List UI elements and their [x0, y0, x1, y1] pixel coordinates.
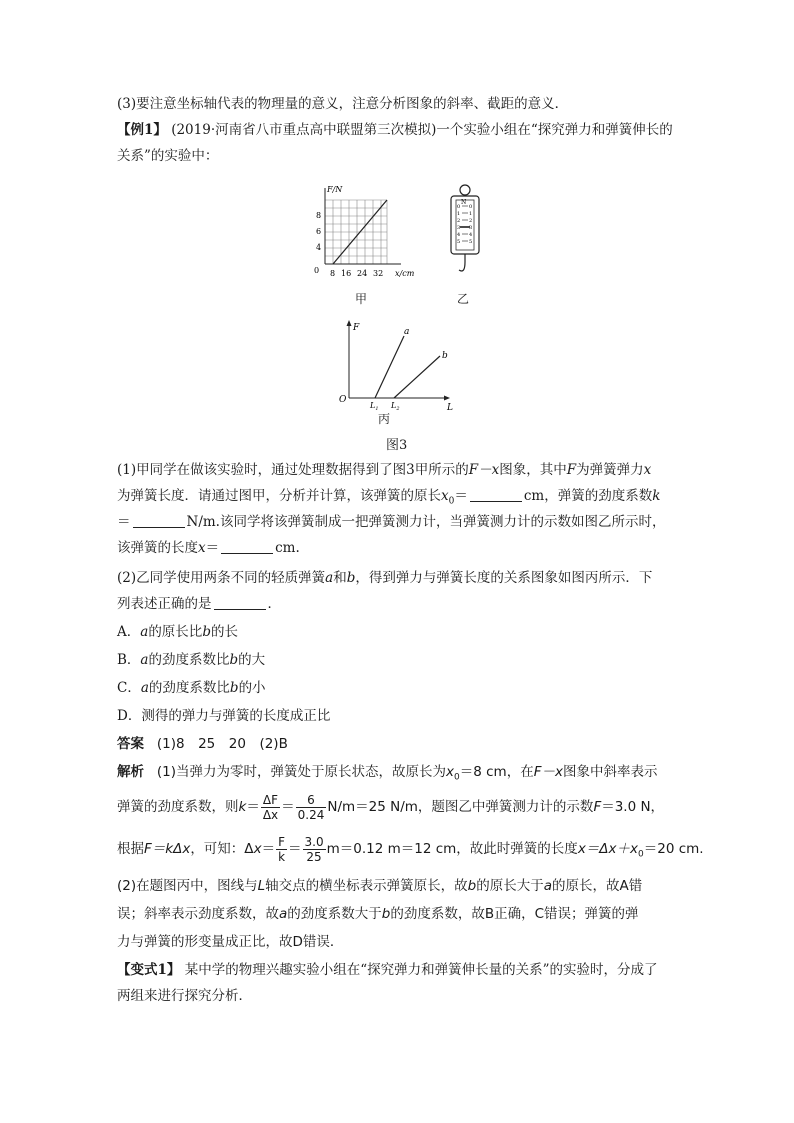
option-b[interactable] [117, 650, 687, 670]
q2-var: a [325, 570, 334, 586]
fraction-denominator: Δx [262, 807, 279, 822]
variant-line-1 [117, 960, 687, 980]
q1-line-4 [117, 538, 687, 558]
bing-line-a [375, 336, 404, 398]
analysis-line-5 [117, 904, 687, 924]
fraction [276, 835, 287, 864]
bing-y-arrow [347, 320, 352, 326]
analysis-text: 弹簧的劲度系数，则 [117, 799, 239, 815]
q2-text: 和 [333, 570, 347, 586]
analysis-text: 力与弹簧的形变量成正比，故D错误． [117, 934, 344, 950]
option-letter: D． [117, 708, 142, 724]
analysis-text: ＝ [261, 841, 276, 857]
fraction [261, 793, 280, 822]
analysis-text: 误；斜率表示劲度系数，故 [117, 906, 279, 922]
q1-line-2 [117, 486, 687, 512]
yi-scale-left-3: 3 [457, 225, 461, 231]
analysis-var: a [543, 878, 553, 894]
figure-bing [335, 318, 465, 410]
jia-x-tick: 8 [330, 269, 336, 278]
example-line-2-text: 关系”的实验中： [117, 148, 219, 164]
bing-l2: $L_2$ [391, 401, 400, 410]
bing-y-label: F [353, 323, 360, 333]
q2-text: 列表述正确的是 [117, 596, 212, 612]
bing-label-b: b [442, 351, 448, 361]
yi-scale-right-5: 5 [469, 239, 473, 245]
fraction-denominator: 25 [306, 849, 322, 864]
yi-scale-left-2: 2 [457, 218, 461, 224]
analysis-text: (1)当弹力为零时，弹簧处于原长状态，故原长为 [156, 764, 446, 780]
answer-line [117, 734, 687, 754]
analysis-text: 图象中斜率表示 [562, 764, 658, 780]
analysis-var: a [279, 906, 288, 922]
yi-scale-right-1: 1 [469, 211, 473, 217]
answer-blank[interactable] [214, 595, 266, 610]
analysis-label: 解析 [117, 764, 144, 780]
analysis-line-4 [117, 876, 687, 896]
option-var: a [140, 680, 149, 696]
q1-text: ＝ [454, 488, 468, 504]
q1-var: F－x [468, 462, 500, 478]
answer-blank[interactable] [221, 539, 273, 554]
jia-x-tick: 16 [341, 269, 352, 278]
yi-scale-right-4: 4 [469, 232, 473, 238]
q1-line-3 [117, 512, 687, 532]
jia-caption: 甲 [355, 292, 368, 306]
variant-tag: 【变式1】 [117, 962, 181, 978]
answer-text: (1)8 25 20 (2)B [156, 736, 288, 752]
analysis-text: ＝8 cm，在 [459, 764, 534, 780]
analysis-text: 的劲度系数，故B正确，C错误；弹簧的弹 [390, 906, 639, 922]
q2-text: ，得到弹力与弹簧长度的关系图象如图丙所示．下 [355, 570, 653, 586]
q1-text: cm. [275, 540, 300, 556]
variant-text: 两组来进行探究分析． [117, 988, 252, 1004]
option-letter: C． [117, 680, 141, 696]
option-a[interactable] [117, 622, 687, 642]
q1-text: cm，弹簧的劲度系数 [523, 488, 653, 504]
option-var: b [229, 680, 239, 696]
q1-var: F [566, 462, 577, 478]
fraction-numerator: 3.0 [304, 834, 324, 849]
option-text: 的原长比 [148, 624, 203, 640]
jia-x-tick: 24 [357, 269, 368, 278]
option-text: 的劲度系数比 [148, 652, 230, 668]
jia-x-label: x/cm [395, 269, 415, 278]
q1-text: 图象，其中 [499, 462, 567, 478]
analysis-text: ＝ [281, 799, 295, 815]
q1-var: x [643, 462, 652, 478]
yi-hook [459, 262, 465, 271]
answer-blank[interactable] [133, 513, 185, 528]
analysis-var: F [593, 799, 602, 815]
bing-label-a: a [404, 327, 410, 337]
jia-grid [325, 200, 387, 264]
q1-text: ＝ [205, 540, 220, 556]
option-var: a [140, 652, 149, 668]
q1-line-1 [117, 460, 687, 480]
analysis-text: 根据 [117, 841, 144, 857]
intro-text [117, 94, 687, 114]
jia-y-tick: 4 [316, 243, 322, 252]
figure-jia [305, 182, 425, 282]
analysis-var: b [381, 906, 391, 922]
option-text: 测得的弹力与弹簧的长度成正比 [141, 708, 331, 724]
fraction-denominator: 0.24 [297, 807, 325, 822]
fraction-numerator: ΔF [261, 793, 280, 808]
analysis-line-1 [117, 762, 687, 788]
variant-text: 某中学的物理兴趣实验小组在“探究弹力和弹簧伸长量的关系”的实验时，分成了 [184, 962, 658, 978]
option-letter: A． [117, 624, 141, 640]
analysis-var: k [238, 799, 247, 815]
q2-text: (2)乙同学使用两条不同的轻质弹簧 [117, 570, 326, 586]
option-letter: B． [117, 652, 141, 668]
fraction-numerator: F [276, 835, 287, 850]
analysis-text: N/m＝25 N/m，题图乙中弹簧测力计的示数 [327, 799, 594, 815]
yi-scale-left-5: 5 [457, 239, 461, 245]
example-tag: 【例1】 [117, 122, 167, 138]
analysis-sub: 0 [638, 849, 644, 860]
fraction [303, 835, 326, 864]
jia-y-label: F/N [327, 185, 343, 194]
analysis-line-6 [117, 932, 687, 952]
figure-title: 图3 [386, 438, 408, 453]
analysis-text: ＝20 cm. [643, 841, 704, 857]
yi-top-ring [460, 185, 470, 195]
q1-text: 为弹簧长度．请通过图甲，分析并计算，该弹簧的原长 [117, 488, 441, 504]
answer-blank[interactable] [470, 487, 522, 502]
variant-line-2 [117, 986, 687, 1006]
analysis-var: x [446, 764, 454, 780]
analysis-line-3 [117, 832, 704, 872]
q1-text: ＝ [117, 514, 131, 530]
option-var: b [229, 652, 239, 668]
bing-origin: O [339, 395, 347, 405]
bing-x-arrow [444, 396, 450, 401]
q2-line-2 [117, 594, 687, 614]
analysis-var: x＝Δx＋x [577, 841, 639, 857]
option-text: 的长 [210, 624, 238, 640]
answer-label: 答案 [117, 736, 144, 752]
yi-scale-left-0: 0 [457, 204, 461, 210]
q2-var: b [346, 570, 356, 586]
yi-scale-right-3: 3 [469, 225, 473, 231]
analysis-text: ＝ [288, 841, 302, 857]
option-text: 的劲度系数比 [148, 680, 230, 696]
analysis-var: x [253, 841, 262, 857]
option-var: a [140, 624, 149, 640]
yi-scale-left-4: 4 [457, 232, 461, 238]
analysis-text: (2)在题图丙中，图线与 [117, 878, 258, 894]
analysis-line-2 [117, 790, 687, 824]
yi-caption: 乙 [457, 292, 470, 306]
option-text: 的小 [238, 680, 266, 696]
analysis-text: 的原长大于 [476, 878, 544, 894]
jia-y-tick: 8 [316, 211, 322, 220]
analysis-text: ＝ [246, 799, 260, 815]
q1-var: k [652, 488, 661, 504]
analysis-var: F－x [533, 764, 563, 780]
yi-scale-right-0: 0 [469, 204, 473, 210]
option-d[interactable] [117, 706, 687, 726]
bing-x-label: L [447, 403, 453, 410]
yi-scale-right-2: 2 [469, 218, 473, 224]
example-line-1 [117, 120, 687, 140]
analysis-var: b [467, 878, 477, 894]
bing-line-b [394, 356, 440, 398]
option-var: b [202, 624, 211, 640]
q2-line-1 [117, 568, 687, 588]
intro-line: (3)要注意坐标轴代表的物理量的意义，注意分析图象的斜率、截距的意义． [117, 96, 569, 112]
bing-l1: $L_1$ [370, 401, 379, 410]
q1-text: (1)甲同学在做该实验时，通过处理数据得到了图3甲所示的 [117, 462, 469, 478]
analysis-text: 轴交点的横坐标表示弹簧原长，故 [265, 878, 468, 894]
analysis-text: m＝0.12 m＝12 cm，故此时弹簧的长度 [326, 841, 578, 857]
jia-x-tick: 32 [373, 269, 384, 278]
yi-scale-left-1: 1 [457, 211, 461, 217]
jia-y-tick: 6 [316, 227, 322, 236]
q1-sub: 0 [448, 496, 455, 507]
yi-top-mark: N [461, 199, 467, 206]
analysis-sub: 0 [454, 772, 460, 783]
q1-var: x [441, 488, 449, 504]
option-text: 的大 [238, 652, 266, 668]
figure-yi [440, 182, 490, 282]
fraction-denominator: k [278, 849, 286, 864]
fraction [296, 793, 327, 822]
q1-var: x [198, 540, 206, 556]
q1-text: N/m.该同学将该弹簧制成一把弹簧测力计，当弹簧测力计的示数如图乙所示时， [186, 514, 666, 530]
analysis-text: 的劲度系数大于 [287, 906, 382, 922]
option-c[interactable] [117, 678, 687, 698]
analysis-var: F＝kΔx [144, 841, 191, 857]
q1-text: 为弹簧弹力 [576, 462, 644, 478]
analysis-var: L [257, 878, 266, 894]
analysis-text: 的原长，故A错 [552, 878, 643, 894]
example-source: (2019·河南省八市重点高中联盟第三次模拟)一个实验小组在“探究弹力和弹簧伸长的 [171, 122, 673, 138]
analysis-text: ，可知：Δ [190, 841, 254, 857]
analysis-text: ＝3.0 N， [601, 799, 665, 815]
bing-caption: 丙 [378, 412, 391, 426]
jia-origin: 0 [314, 266, 320, 275]
example-line-2 [117, 146, 687, 166]
q1-text: 该弹簧的长度 [117, 540, 198, 556]
q2-text: ． [267, 596, 281, 612]
fraction-numerator: 6 [296, 793, 327, 808]
